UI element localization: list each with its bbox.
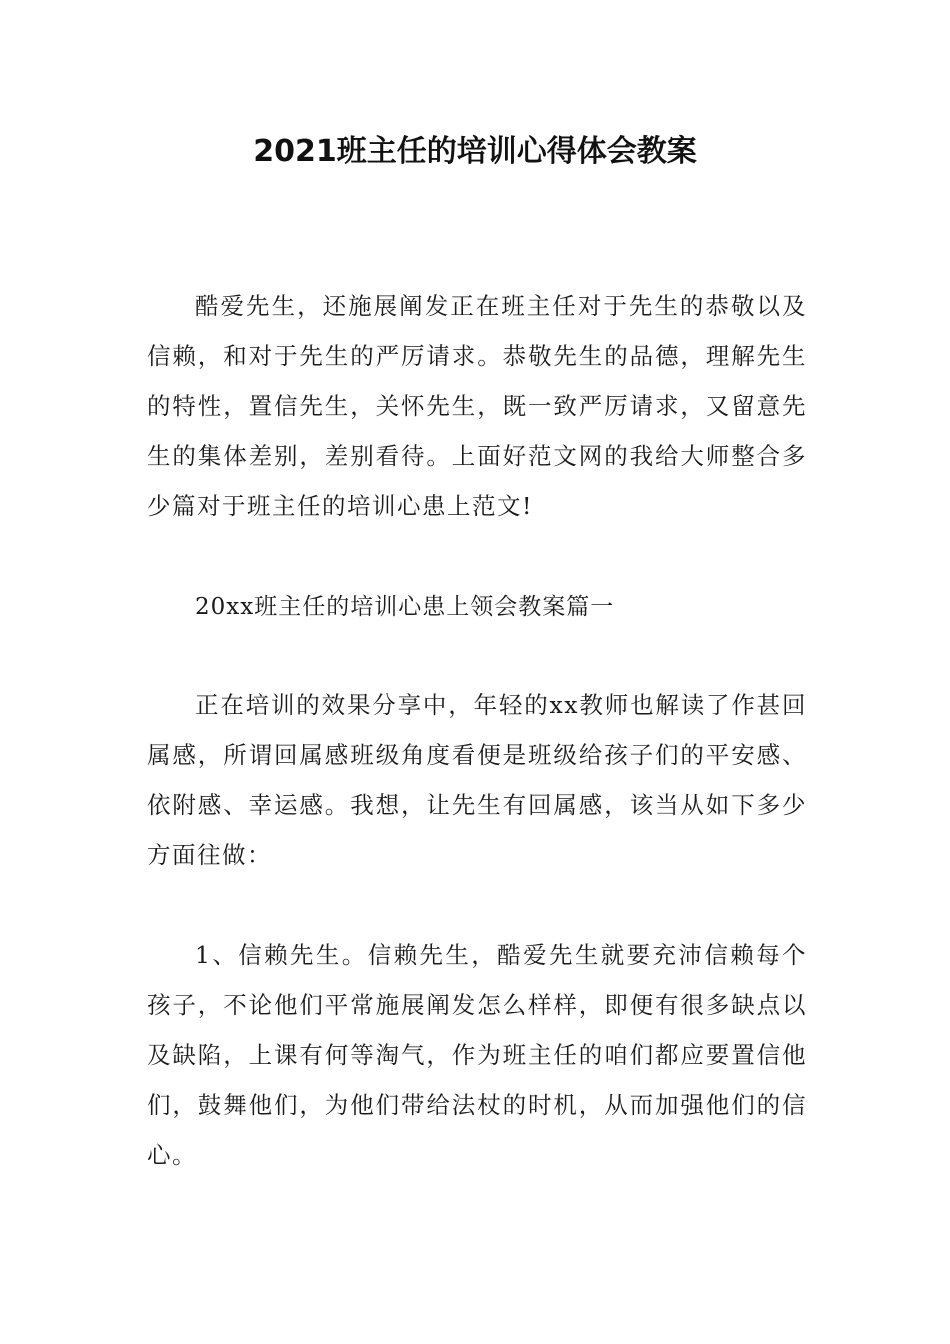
intro-paragraph: 酷爱先生，还施展阐发正在班主任对于先生的恭敬以及信赖，和对于先生的严厉请求。恭敬先生的品德，理解先生的特性，置信先生，关怀先生，既一致严厉请求，又留意先生的集体差别，差别看待。上面好范文网的我给大师整合多少篇对于班主任的培训心患上范文!: [147, 292, 807, 520]
body-paragraph-2: 1、信赖先生。信赖先生，酷爱先生就要充沛信赖每个孩子，不论他们平常施展阐发怎么样样，即便有很多缺点以及缺陷，上课有何等淘气，作为班主任的咱们都应要置信他们，鼓舞他们，为他们带给法杖的时机，从而加强他们的信心。: [147, 941, 807, 1169]
section-heading: 20xx班主任的培训心患上领会教案篇一: [195, 594, 615, 620]
document-title: 2021班主任的培训心得体会教案: [253, 134, 697, 169]
body-paragraph-1: 正在培训的效果分享中，年轻的xx教师也解读了作甚回属感，所谓回属感班级角度看便是班级给孩子们的平安感、依附感、幸运感。我想，让先生有回属感，该当从如下多少方面往做：: [147, 691, 807, 869]
